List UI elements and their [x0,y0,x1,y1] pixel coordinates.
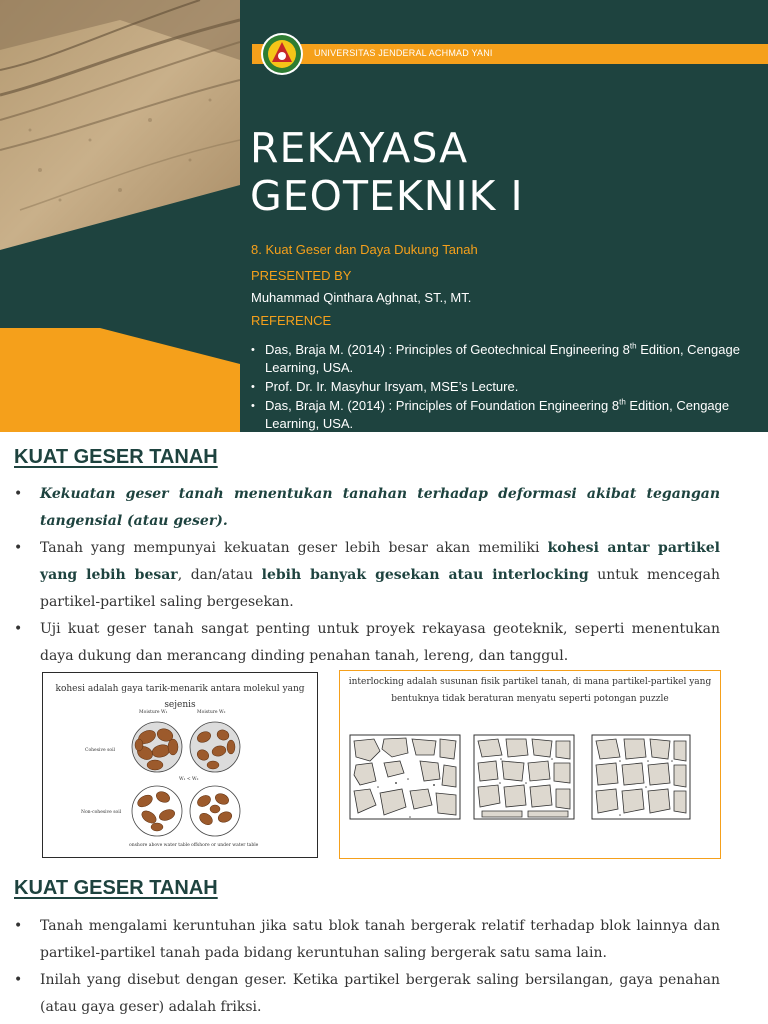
interlocking-figure [339,670,721,859]
title-line-1: REKAYASA [250,124,469,172]
lecture-subtitle: 8. Kuat Geser dan Daya Dukung Tanah [251,242,478,257]
cohesive-soil-label: Cohesive soil [85,748,115,753]
offshore-label: offshore or under water table [191,843,259,848]
moisture-compare-label: W₁ < W₂ [179,777,199,782]
cover-slide [0,0,768,432]
interlocking-diagram [348,733,714,823]
university-logo-icon [260,32,304,76]
reference-item: • Das, Braja M. (2014) : Principles of Geotechnical Engineering 8th Edition, Cengage Learning, USA. [251,341,751,377]
course-title [250,124,524,220]
bullet-item: • Tanah mengalami keruntuhan jika satu blok tanah bergerak relatif terhadap blok lainnya dan partikel-partikel tanah pada bidang keruntuhan saling bergerak satu sama lain. [14,913,720,967]
reference-item: • Prof. Dr. Ir. Masyhur Irsyam, MSE’s Lecture. [251,378,751,396]
moisture-label-1: Moisture W₁ [139,710,168,715]
bullet-item: • Uji kuat geser tanah sangat penting untuk proyek rekayasa geoteknik, seperti menentukan daya dukung dan merancang dinding penahan tanah, lereng, dan tanggul. [14,616,720,670]
reference-label: REFERENCE [251,313,332,328]
cohesive-circle-2 [190,722,240,772]
section-heading: KUAT GESER TANAH [14,877,218,899]
onshore-label: onshore above water table [129,843,190,848]
bullet-item: • Inilah yang disebut dengan geser. Ketika partikel bergerak saling bersilangan, gaya penahan (atau gaya geser) adalah friksi. [14,967,720,1021]
noncohesive-circle-1 [132,786,182,836]
section1-bullets [14,481,720,670]
figure-caption: kohesi adalah gaya tarik-menarik antara molekul yang sejenis [55,684,305,710]
presented-by-label: PRESENTED BY [251,268,352,283]
accent-triangle [0,328,240,432]
presenter-name: Muhammad Qinthara Aghnat, ST., MT. [251,290,472,305]
section2-bullets [14,913,720,1021]
noncohesive-circle-2 [190,786,240,836]
noncohesive-soil-label: Non-cohesive soil [81,810,122,815]
interlock-panel-2 [474,735,574,819]
reference-list [251,341,751,432]
cohesive-circle-1 [132,722,182,772]
reference-item: • Das, Braja M. (2014) : Principles of Foundation Engineering 8th Edition, Cengage Learning, USA. [251,397,751,432]
interlock-panel-3 [592,735,690,819]
university-name: UNIVERSITAS JENDERAL ACHMAD YANI [314,48,493,58]
section-heading: KUAT GESER TANAH [14,446,218,468]
interlock-panel-1 [350,735,460,819]
title-line-2: GEOTEKNIK I [250,172,524,220]
embankment-photo [0,0,240,250]
bullet-item: • Tanah yang mempunyai kekuatan geser lebih besar akan memiliki kohesi antar partikel yang lebih besar, dan/atau lebih banyak gesekan atau interlocking untuk mencegah partikel-partikel saling bergesekan. [14,535,720,616]
cohesion-figure [42,672,318,858]
cohesion-diagram [79,709,289,851]
moisture-label-2: Moisture W₂ [197,710,226,715]
bullet-item: • Kekuatan geser tanah menentukan tanahan terhadap deformasi akibat tegangan tangensial (atau geser). [14,481,720,535]
figure-caption: interlocking adalah susunan fisik partikel tanah, di mana partikel-partikel yang bentuknya tidak beraturan menyatu seperti potongan puzzle [348,677,712,704]
